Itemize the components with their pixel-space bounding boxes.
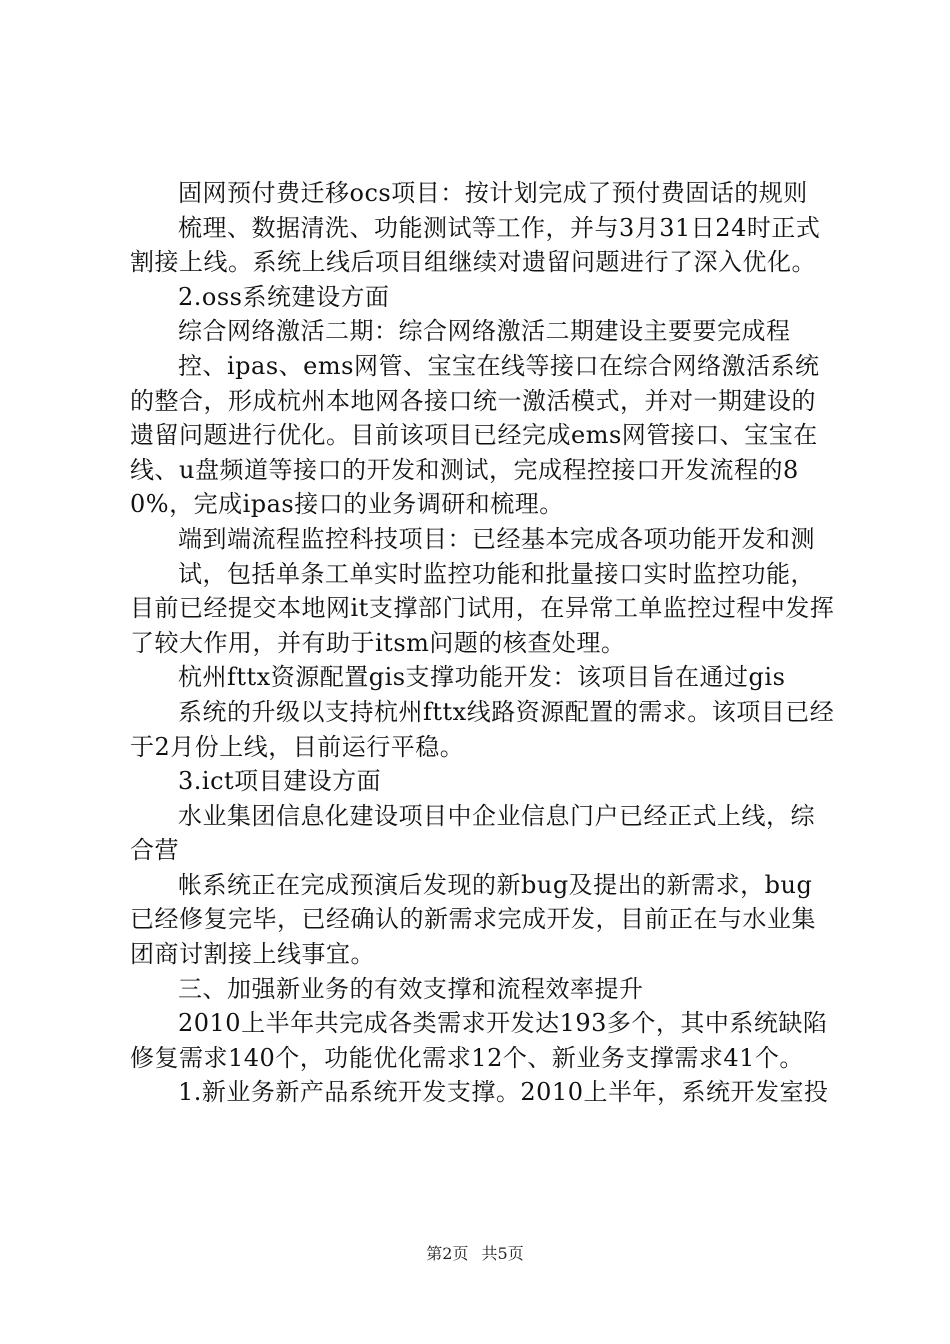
paragraph: 水业集团信息化建设项目中企业信息门户已经正式上线，综合营	[130, 801, 815, 865]
paragraph: 2010上半年共完成各类需求开发达193多个，其中系统缺陷修复需求140个，功能优化需求12个、新业务支撑需求41个。	[130, 1009, 828, 1072]
paragraph: 固网预付费迁移ocs项目：按计划完成了预付费固话的规则	[178, 179, 808, 207]
paragraph: 控、ipas、ems网管、宝宝在线等接口在综合网络激活系统的整合，形成杭州本地网各接口统一激活模式，并对一期建设的遗留问题进行优化。目前该项目已经完成ems网管接口、宝宝在线、u盘频道等接口的开发和测试，完成程控接口开发流程的80%，完成ipas接口的业务调研和梳理。	[130, 351, 820, 519]
page-total: 共5页	[481, 1244, 524, 1263]
paragraph: 综合网络激活二期：综合网络激活二期建设主要要完成程	[178, 317, 791, 346]
document-body	[130, 176, 836, 1110]
paragraph: 端到端流程监控科技项目：已经基本完成各项功能开发和测	[178, 524, 815, 553]
page-footer	[0, 1241, 950, 1264]
paragraph: 3.ict项目建设方面	[178, 767, 382, 796]
paragraph: 帐系统正在完成预演后发现的新bug及提出的新需求，bug已经修复完毕，已经确认的新需求完成开发，目前正在与水业集团商讨割接上线事宜。	[130, 870, 816, 969]
paragraph: 梳理、数据清洗、功能测试等工作，并与3月31日24时正式割接上线。系统上线后项目组继续对遗留问题进行了深入优化。	[130, 213, 821, 277]
paragraph: 试，包括单条工单实时监控功能和批量接口实时监控功能，目前已经提交本地网it支撑部门试用，在异常工单监控过程中发挥了较大作用，并有助于itsm问题的核查处理。	[130, 559, 835, 657]
paragraph: 1.新业务新产品系统开发支撑。2010上半年，系统开发室投	[178, 1078, 829, 1107]
paragraph: 系统的升级以支持杭州fttx线路资源配置的需求。该项目已经于2月份上线，目前运行平稳。	[130, 697, 835, 761]
paragraph: 杭州fttx资源配置gis支撑功能开发：该项目旨在通过gis	[178, 663, 786, 692]
paragraph: 2.oss系统建设方面	[178, 282, 390, 311]
paragraph: 三、加强新业务的有效支撑和流程效率提升	[178, 974, 644, 1003]
page-number: 第2页	[426, 1244, 469, 1263]
